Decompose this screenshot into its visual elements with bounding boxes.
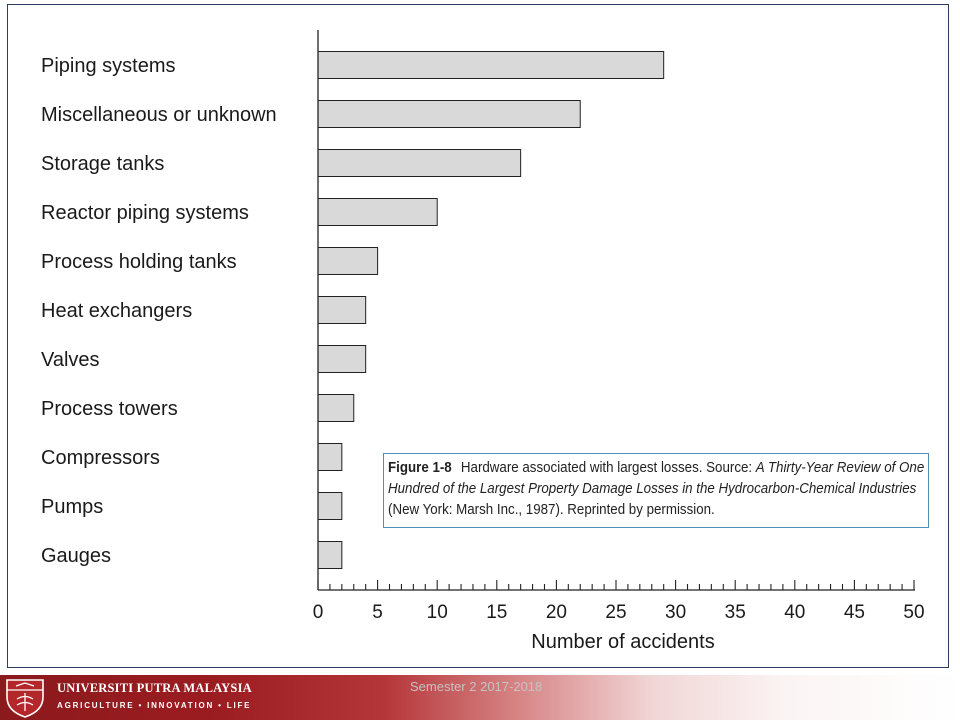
category-label-reactor-piping-systems: Reactor piping systems — [41, 202, 249, 224]
university-tagline: AGRICULTURE • INNOVATION • LIFE — [57, 701, 252, 710]
x-axis-tick-labels — [313, 602, 925, 623]
category-label-valves: Valves — [41, 349, 100, 371]
bar-process-towers — [318, 395, 354, 422]
caption-line — [388, 479, 924, 500]
figure-caption — [383, 453, 929, 528]
bar-heat-exchangers — [318, 297, 366, 324]
bar-valves — [318, 346, 366, 373]
bar-process-holding-tanks — [318, 248, 378, 275]
bar-reactor-piping-systems — [318, 199, 437, 226]
caption-line — [388, 458, 924, 479]
x-tick-label: 5 — [372, 602, 383, 623]
x-tick-label: 40 — [784, 602, 806, 623]
caption-description: Hardware associated with largest losses. Source: — [460, 460, 753, 476]
caption-line — [388, 500, 924, 521]
category-label-piping-systems: Piping systems — [41, 55, 176, 77]
x-tick-label: 15 — [486, 602, 508, 623]
bar-compressors — [318, 444, 342, 471]
x-tick-label: 20 — [545, 602, 567, 623]
x-axis-ticks — [318, 580, 914, 590]
bar-miscellaneous-or-unknown — [318, 101, 580, 128]
caption-source-details: (New York: Marsh Inc., 1987). Reprinted by permission. — [388, 502, 715, 518]
semester-label: Semester 2 2017-2018 — [410, 679, 543, 694]
x-tick-label: 30 — [665, 602, 687, 623]
x-tick-label: 35 — [724, 602, 746, 623]
figure-label: Figure 1-8 — [388, 460, 452, 476]
caption-source-title: A Thirty-Year Review of One — [755, 460, 925, 476]
bar-gauges — [318, 542, 342, 569]
category-label-gauges: Gauges — [41, 545, 112, 567]
x-tick-label: 50 — [903, 602, 925, 623]
bar-pumps — [318, 493, 342, 520]
x-tick-label: 10 — [426, 602, 448, 623]
bar-storage-tanks — [318, 150, 521, 177]
x-tick-label: 25 — [605, 602, 627, 623]
caption-source-title: Hundred of the Largest Property Damage Losses in the Hydrocarbon-Chemical Industries — [388, 481, 917, 497]
x-axis-title: Number of accidents — [531, 631, 715, 653]
x-tick-label: 45 — [843, 602, 865, 623]
caption-text — [388, 458, 924, 521]
bar-piping-systems — [318, 52, 664, 79]
category-label-process-towers: Process towers — [41, 398, 178, 420]
category-label-heat-exchangers: Heat exchangers — [41, 300, 193, 322]
category-label-storage-tanks: Storage tanks — [41, 153, 165, 175]
category-labels — [41, 55, 277, 567]
upm-crest-icon — [2, 677, 48, 719]
category-label-miscellaneous-or-unknown: Miscellaneous or unknown — [41, 104, 277, 126]
university-name: UNIVERSITI PUTRA MALAYSIA — [57, 681, 252, 695]
category-label-compressors: Compressors — [41, 447, 160, 469]
x-tick-label: 0 — [312, 602, 324, 623]
category-label-process-holding-tanks: Process holding tanks — [41, 251, 237, 273]
category-label-pumps: Pumps — [41, 496, 104, 518]
